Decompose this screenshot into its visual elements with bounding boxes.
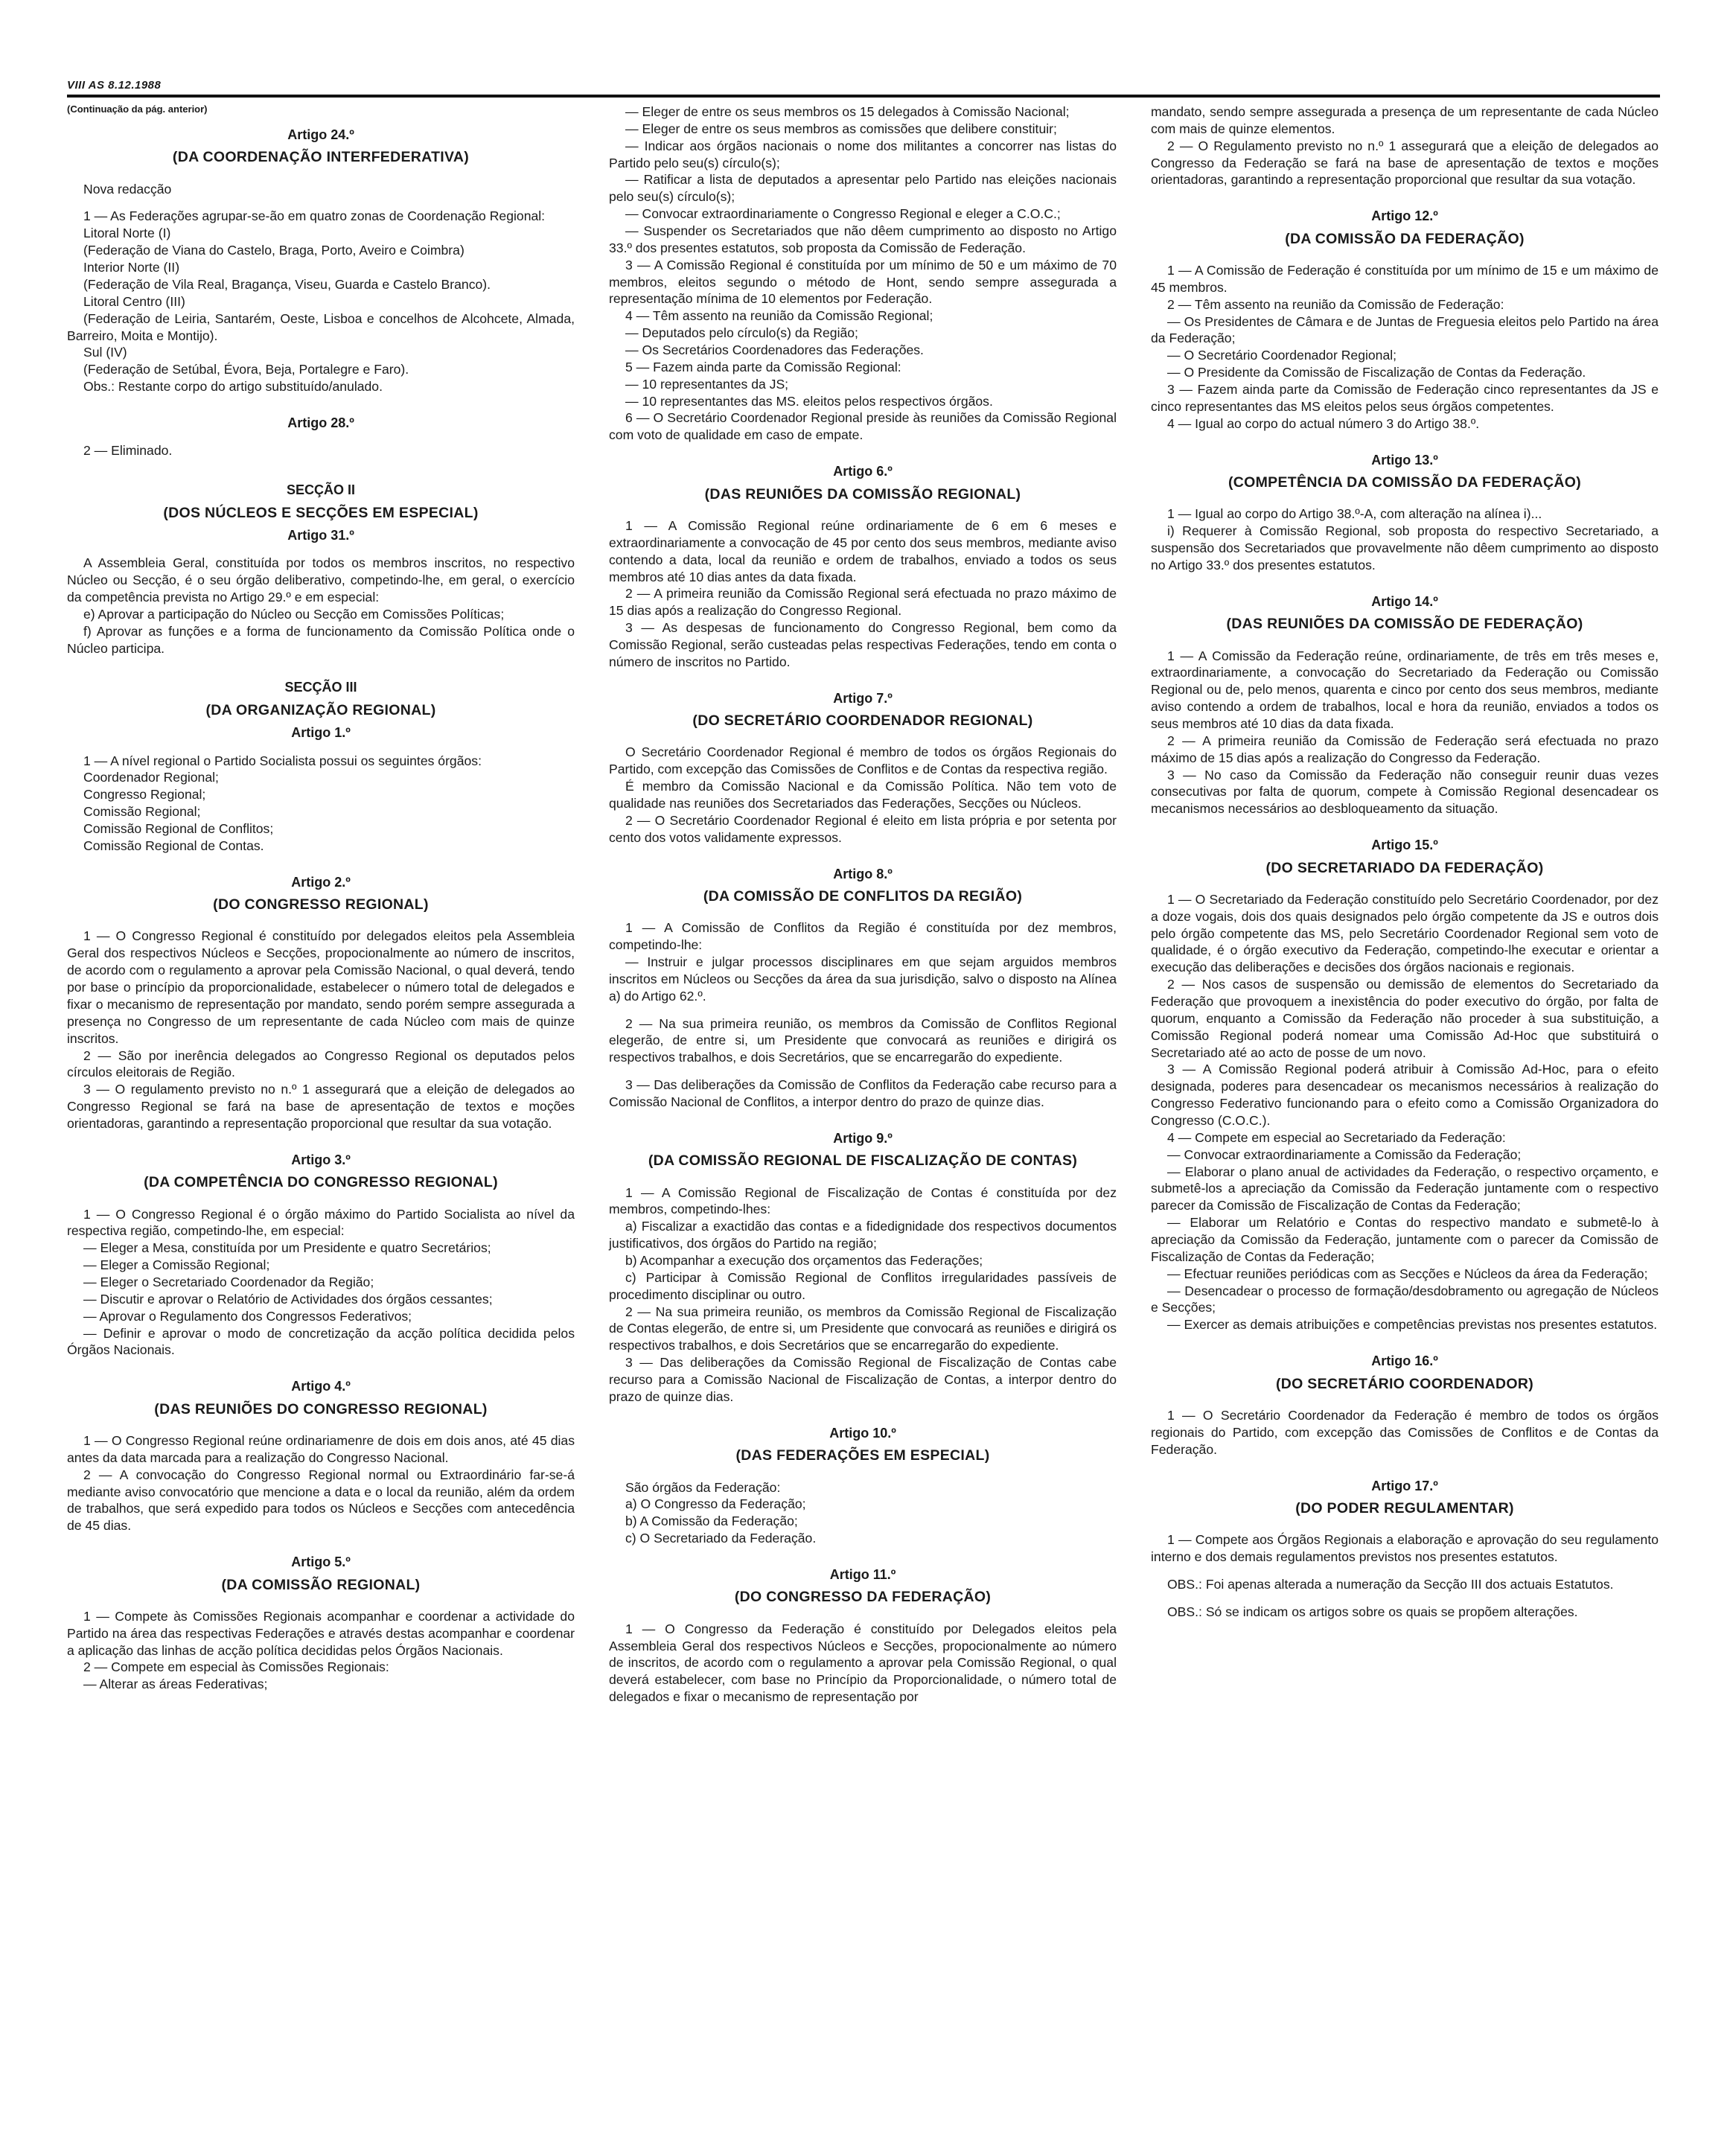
article-label: Artigo 6.º [833,464,893,479]
paragraph: 1 — Compete aos Órgãos Regionais a elaboração e aprovação do seu regulamento interno e dos demais regulamentos previstos nos presentes estatutos. [1151,1532,1659,1565]
text-columns [67,103,1660,1706]
paragraph: — Eleger o Secretariado Coordenador da Região; [83,1274,374,1289]
paragraph: — Ratificar a lista de deputados a apresentar pelo Partido nas eleições nacionais pelo seu(s) círculo(s); [609,172,1117,205]
paragraph: 2 — A convocação do Congresso Regional normal ou Extraordinário far-se-á mediante aviso convocatório que mencione a data e o local da reunião, além da ordem de trabalhos, que será expedido para todos os Núcleos e Secções com antecedência de 45 dias. [67,1467,575,1534]
paragraph: mandato, sendo sempre assegurada a presença de um representante de cada Núcleo com mais de quinze elementos. [1151,104,1659,136]
paragraph: 4 — Compete em especial ao Secretariado da Federação: [1167,1129,1506,1145]
paragraph: 4 — Igual ao corpo do actual número 3 do Artigo 38.º. [1167,415,1480,431]
paragraph: 1 — O Congresso Regional reúne ordinariamenre de dois em dois anos, até 45 dias antes da data marcada para a realização do Congresso Nacional. [67,1433,575,1465]
article-title: (DO CONGRESSO REGIONAL) [213,896,429,913]
paragraph: 3 — Fazem ainda parte da Comissão de Federação cinco representantes da JS e cinco representantes das MS eleitos pelos seus órgãos competentes. [1151,382,1659,414]
article-title: (DA COMISSÃO DA FEDERAÇÃO) [1285,230,1525,247]
paragraph: — 10 representantes da JS; [625,376,789,392]
paragraph: — Aprovar o Regulamento dos Congressos Federativos; [83,1308,412,1324]
section-title: (DOS NÚCLEOS E SECÇÕES EM ESPECIAL) [163,504,479,521]
paragraph: — Elaborar o plano anual de actividades da Federação, o respectivo orçamento, e submetê-los a apreciação da Comissão da Federação juntamente com o respectivo parecer da Comissão de Fiscalização de Contas da Federação; [1151,1164,1659,1213]
paragraph: (Federação de Vila Real, Bragança, Viseu, Guarda e Castelo Branco). [83,276,491,292]
paragraph: Comissão Regional de Contas. [83,838,264,853]
paragraph: 2 — A primeira reunião da Comissão Regional será efectuada no prazo máximo de 15 dias após a realização do Congresso Regional. [609,586,1117,619]
paragraph: (Federação de Setúbal, Évora, Beja, Portalegre e Faro). [83,362,409,377]
paragraph: (Federação de Viana do Castelo, Braga, Porto, Aveiro e Coimbra) [83,243,465,258]
paragraph: f) Aprovar as funções e a forma de funcionamento da Comissão Política onde o Núcleo participa. [67,623,575,656]
paragraph: (Federação de Leiria, Santarém, Oeste, Lisboa e concelhos de Alcohcete, Almada, Barreiro, Moita e Montijo). [67,310,575,343]
article-label: Artigo 13.º [1371,452,1438,468]
paragraph: O Secretário Coordenador Regional é membro de todos os órgãos Regionais do Partido, com excepção das Comissões de Conflitos e de Contas da respectiva região. [609,744,1117,777]
paragraph: — Convocar extraordinariamente o Congresso Regional e eleger a C.O.C.; [625,206,1061,222]
paragraph: Coordenador Regional; [83,770,219,785]
paragraph: 1 — Igual ao corpo do Artigo 38.º-A, com alteração na alínea i)... [1167,506,1542,522]
paragraph: b) A Comissão da Federação; [625,1514,798,1529]
paragraph: — Eleger a Mesa, constituída por um Presidente e quatro Secretários; [83,1240,491,1256]
paragraph: 1 — A Comissão de Conflitos da Região é constituída por dez membros, competindo-lhe: [609,920,1117,953]
paragraph: — Suspender os Secretariados que não dêem cumprimento ao disposto no Artigo 33.º dos presentes estatutos, sob proposta da Comissão de Federação. [609,223,1117,255]
page-header [67,71,1660,98]
paragraph: 3 — O regulamento previsto no n.º 1 assegurará que a eleição de delegados ao Congresso Regional se fará na base de apresentação de textos e moções orientadoras, garantindo a representação proporcional que resultar da sua votação. [67,1082,575,1131]
paragraph: — Eleger a Comissão Regional; [83,1257,270,1273]
paragraph: Sul (IV) [83,345,127,360]
paragraph: — Os Presidentes de Câmara e de Juntas de Freguesia eleitos pelo Partido na área da Federação; [1151,313,1659,346]
section-label: SECÇÃO II [286,482,355,498]
article-label: Artigo 28.º [287,415,354,430]
paragraph: Obs.: Restante corpo do artigo substituído/anulado. [83,379,383,395]
continuation-note: (Continuação da pág. anterior) [67,103,208,115]
paragraph: 3 — Das deliberações da Comissão de Conflitos da Federação cabe recurso para a Comissão Nacional de Conflitos, a interpor dentro do prazo de quinze dias. [609,1077,1117,1110]
article-title: (DAS FEDERAÇÕES EM ESPECIAL) [735,1447,990,1464]
article-title: (DA COMISSÃO REGIONAL DE FISCALIZAÇÃO DE CONTAS) [648,1152,1078,1170]
paragraph: É membro da Comissão Nacional e da Comissão Política. Não tem voto de qualidade nas reuniões dos Secretariados das Federações, Secções ou Núcleos. [609,779,1117,811]
paragraph: 2 — Na sua primeira reunião, os membros da Comissão Regional de Fiscalização de Contas elegerão, de entre si, um Presidente que convocará as reuniões e dirigirá os respectivos trabalhos, e dois Secretários que se encarregarão do expediente. [609,1304,1117,1353]
article-title: (DO CONGRESSO DA FEDERAÇÃO) [734,1589,992,1606]
paragraph: 2 — Compete em especial às Comissões Regionais: [83,1659,389,1675]
paragraph: — Exercer as demais atribuições e competências previstas nos presentes estatutos. [1167,1317,1658,1333]
article-title: (DA COORDENAÇÃO INTERFEDERATIVA) [172,149,470,166]
column-1 [67,103,575,1706]
article-label: Artigo 4.º [291,1379,351,1394]
paragraph: 3 — A Comissão Regional poderá atribuir à Comissão Ad-Hoc, para o efeito designada, poderes para desencadear os mecanismos necessários à realização do Congresso Federativo funcionando para o efeito como a Comissão Organizadora do Congresso (C.O.C.). [1151,1062,1659,1129]
section-title: (DA ORGANIZAÇÃO REGIONAL) [205,701,436,718]
article-title: (DAS REUNIÕES DA COMISSÃO DE FEDERAÇÃO) [1226,616,1583,633]
paragraph: 1 — O Congresso Regional é o órgão máximo do Partido Socialista ao nível da respectiva região, competindo-lhe, em especial: [67,1206,575,1239]
paragraph: a) Fiscalizar a exactidão das contas e a fidedignidade dos respectivos documentos justificativos, dos órgãos do Partido na região; [609,1219,1117,1251]
article-title: (DO PODER REGULAMENTAR) [1295,1499,1514,1516]
paragraph: 3 — Das deliberações da Comissão Regional de Fiscalização de Contas cabe recurso para a Comissão Nacional de Fiscalização de Contas, a interpor dentro do prazo de quinze dias. [609,1355,1117,1404]
paragraph: — Alterar as áreas Federativas; [83,1677,268,1692]
paragraph: — Instruir e julgar processos disciplinares em que sejam arguidos membros inscritos em Núcleos ou Secções da área da sua jurisdição, salvo o disposto na Alínea a) do Artigo 62.º. [609,954,1117,1004]
article-label: Artigo 16.º [1371,1353,1438,1369]
article-label: Artigo 11.º [829,1566,896,1582]
column-2 [609,103,1117,1706]
paragraph: 2 — Na sua primeira reunião, os membros da Comissão de Conflitos Regional elegerão, de entre si, um Presidente que convocará as reuniões e dirigirá os respectivos trabalhos, e dois Secretários, que se encarregarão do expediente. [609,1015,1117,1065]
paragraph: Comissão Regional; [83,804,201,820]
paragraph: 3 — No caso da Comissão da Federação não conseguir reunir duas vezes consecutivas por falta de quorum, compete à Comissão Regional desencadear os mecanismos necessários ao desbloqueamento da situação. [1151,767,1659,817]
article-label: Artigo 2.º [291,874,351,890]
paragraph: 1 — O Congresso Regional é constituído por delegados eleitos pela Assembleia Geral dos respectivos Núcleos e Secções, propocionalmente ao número de inscritos, de acordo com o regulamento a aprovar pela Comissão Nacional, o qual deverá, tendo por base o princípio da proporcionalidade, estabelecer o número total de delegados e fixar o mecanismo de representação por mandato, sendo porém sempre assegurada a presença no Congresso de um representante de cada Núcleo com mais de quinze inscritos. [67,928,575,1046]
article-label: Artigo 3.º [291,1152,351,1167]
article-title: (DO SECRETARIADO DA FEDERAÇÃO) [1265,859,1544,876]
paragraph: Nova redacção [83,181,172,197]
paragraph: 1 — A Comissão de Federação é constituída por um mínimo de 15 e um máximo de 45 membros. [1151,263,1659,295]
paragraph: 2 — São por inerência delegados ao Congresso Regional os deputados pelos círculos eleitorais de Região. [67,1047,575,1080]
article-label: Artigo 31.º [287,527,354,543]
paragraph: Interior Norte (II) [83,260,180,275]
paragraph: c) Participar à Comissão Regional de Conflitos irregularidades passíveis de procedimento disciplinar ou outro. [609,1269,1117,1302]
paragraph: 5 — Fazem ainda parte da Comissão Regional: [625,359,901,374]
article-label: Artigo 1.º [291,725,351,741]
article-label: Artigo 9.º [833,1130,893,1146]
article-title: (DO SECRETÁRIO COORDENADOR) [1275,1375,1534,1392]
article-title: (DO SECRETÁRIO COORDENADOR REGIONAL) [692,712,1033,730]
article-label: Artigo 5.º [291,1554,351,1570]
page-folio: VIII AS 8.12.1988 [67,79,162,92]
paragraph: 2 — Têm assento na reunião da Comissão de Federação: [1167,296,1504,312]
paragraph: 1 — As Federações agrupar-se-ão em quatro zonas de Coordenação Regional: [83,208,546,224]
paragraph: 2 — Nos casos de suspensão ou demissão de elementos do Secretariado da Federação que provoquem a inexistência do poder executivo do órgão, por falta de quorum, enquanto a Comissão da Federação não proceder à sua substituição, a Comissão Regional poderá nomear uma Comissão Ad-Hoc que substituirá o Secretariado até ao acto de posse de um novo. [1151,977,1659,1060]
article-title: (DAS REUNIÕES DO CONGRESSO REGIONAL) [154,1400,488,1417]
article-label: Artigo 24.º [287,127,354,142]
article-label: Artigo 7.º [833,690,893,706]
paragraph: Congresso Regional; [83,787,206,803]
paragraph: 2 — Eliminado. [83,443,173,459]
paragraph: 1 — O Secretário Coordenador da Federação é membro de todos os órgãos regionais do Partido, com excepção das Comissões de Conflitos e de Contas da Federação. [1151,1407,1659,1457]
article-label: Artigo 10.º [829,1425,896,1441]
paragraph: A Assembleia Geral, constituída por todos os membros inscritos, no respectivo Núcleo ou Secção, é o seu órgão deliberativo, competindo-lhe, em geral, o exercício da competência prevista no Artigo 29.º e em especial: [67,555,575,605]
paragraph: — Desencadear o processo de formação/desdobramento ou agregação de Núcleos e Secções; [1151,1283,1659,1315]
article-title: (DA COMISSÃO REGIONAL) [221,1576,421,1593]
paragraph: — O Presidente da Comissão de Fiscalização de Contas da Federação. [1167,365,1586,380]
article-title: (DAS REUNIÕES DA COMISSÃO REGIONAL) [704,485,1021,503]
paragraph: 1 — A Comissão Regional de Fiscalização de Contas é constituída por dez membros, competindo-lhes: [609,1184,1117,1217]
paragraph: 1 — A Comissão da Federação reúne, ordinariamente, de três em três meses e, extraordinariamente, a convocação do Secretariado da Federação ou Comissão Regional ou de, pelo menos, quarenta e cinco por cento dos seus membros, mediante aviso contendo a ordem de trabalhos, local e hora da reunião, enviados a todos os seus membros até 10 dias da data fixada. [1151,648,1659,731]
article-title: (DA COMPETÊNCIA DO CONGRESSO REGIONAL) [144,1174,498,1191]
paragraph: 1 — Compete às Comissões Regionais acompanhar e coordenar a actividade do Partido na área das respectivas Federações e através destas acompanhar e coordenar a aplicação das linhas de acção política decididas pelos Órgãos Nacionais. [67,1608,575,1658]
article-label: Artigo 12.º [1371,208,1438,224]
article-label: Artigo 14.º [1371,593,1438,609]
paragraph: 2 — O Secretário Coordenador Regional é eleito em lista própria e por setenta por cento dos votos validamente expressos. [609,812,1117,845]
paragraph: — Discutir e aprovar o Relatório de Actividades dos órgãos cessantes; [83,1291,493,1307]
paragraph: — Os Secretários Coordenadores das Federações. [625,342,924,358]
paragraph: 1 — A Comissão Regional reúne ordinariamente de 6 em 6 meses e extraordinariamente a convocação de 45 por cento dos seus membros, mediante aviso contendo a data, local da reunião e ordem de trabalhos, enviado a todos os seus membros até 10 dias antes da data fixada. [609,517,1117,584]
paragraph: OBS.: Foi apenas alterada a numeração da Secção III dos actuais Estatutos. [1167,1576,1614,1592]
article-label: Artigo 8.º [833,866,893,881]
paragraph: — Convocar extraordinariamente a Comissão da Federação; [1167,1146,1522,1162]
paragraph: e) Aprovar a participação do Núcleo ou Secção em Comissões Políticas; [83,606,505,622]
paragraph: — 10 representantes das MS. eleitos pelos respectivos órgãos. [625,393,993,409]
paragraph: — Deputados pelo círculo(s) da Região; [625,325,858,341]
paragraph: — Eleger de entre os seus membros os 15 delegados à Comissão Nacional; [625,104,1070,119]
paragraph: 6 — O Secretário Coordenador Regional preside às reuniões da Comissão Regional com voto de qualidade em caso de empate. [609,410,1117,443]
paragraph: 2 — A primeira reunião da Comissão de Federação será efectuada no prazo máximo de 15 dias após a realização do Congresso da Federação. [1151,733,1659,765]
paragraph: i) Requerer à Comissão Regional, sob proposta do respectivo Secretariado, a suspensão dos Secretariados que provavelmente não dêem cumprimento ao disposto no Artigo 33.º dos presentes estatutos. [1151,523,1659,573]
paragraph: — O Secretário Coordenador Regional; [1167,348,1397,363]
paragraph: Litoral Centro (III) [83,293,185,309]
paragraph: São órgãos da Federação: [625,1479,781,1495]
paragraph: — Eleger de entre os seus membros as comissões que delibere constituir; [625,121,1057,136]
paragraph: Litoral Norte (I) [83,226,171,241]
paragraph: — Efectuar reuniões periódicas com as Secções e Núcleos da área da Federação; [1167,1266,1648,1281]
paragraph: OBS.: Só se indicam os artigos sobre os quais se propõem alterações. [1167,1604,1578,1619]
paragraph: 3 — A Comissão Regional é constituída por um mínimo de 50 e um máximo de 70 membros, eleitos segundo o método de Hont, sendo sempre assegurada a representação mínima de 10 elementos por Federação. [609,257,1117,307]
paragraph: 1 — O Secretariado da Federação constituído pelo Secretário Coordenador, por dez a doze vogais, dois dos quais designados pelo órgão competente da JS e outros dois pelo órgão competente das MS, pelo Secretário Coordenador Regional sem voto de qualidade, é o órgão executivo da Federação, competindo-lhe executar e orientar a execução das deliberações e decisões dos órgãos nacionais e regionais. [1151,891,1659,975]
paragraph: — Definir e aprovar o modo de concretização da acção política decidida pelos Órgãos Nacionais. [67,1325,575,1358]
article-title: (COMPETÊNCIA DA COMISSÃO DA FEDERAÇÃO) [1228,474,1581,491]
paragraph: c) O Secretariado da Federação. [625,1531,817,1546]
paragraph: — Elaborar um Relatório e Contas do respectivo mandato e submetê-lo à apreciação da Comissão da Federação, juntamente com o parecer da Comissão de Fiscalização de Contas da Federação; [1151,1215,1659,1264]
column-3 [1151,103,1659,1706]
paragraph: 3 — As despesas de funcionamento do Congresso Regional, bem como da Comissão Regional, serão custeadas pelas respectivas Federações, tendo em conta o número de inscritos no Partido. [609,620,1117,669]
paragraph: Comissão Regional de Conflitos; [83,821,274,837]
paragraph: 1 — O Congresso da Federação é constituído por Delegados eleitos pela Assembleia Geral dos respectivos Núcleos e Secções, propocionalmente ao número de inscritos, de acordo com o regulamento a aprovar pela Comissão Regional, o qual deverá estabelecer, com base no Princípio da Proporcionalidade, o número total de delegados e fixar o mecanismo de representação por [609,1621,1117,1705]
paragraph: 1 — A nível regional o Partido Socialista possui os seguintes órgãos: [83,753,482,768]
section-label: SECÇÃO III [284,680,357,695]
paragraph: a) O Congresso da Federação; [625,1496,806,1512]
paragraph: 2 — O Regulamento previsto no n.º 1 assegurará que a eleição de delegados ao Congresso da Federação se fará na base de apresentação de textos e moções orientadoras, garantindo a representação proporcional que resultar da sua votação. [1151,138,1659,188]
article-label: Artigo 15.º [1371,838,1438,853]
paragraph: — Indicar aos órgãos nacionais o nome dos militantes a concorrer nas listas do Partido pelo seu(s) círculo(s); [609,138,1117,170]
paragraph: 4 — Têm assento na reunião da Comissão Regional; [625,308,933,324]
article-title: (DA COMISSÃO DE CONFLITOS DA REGIÃO) [703,887,1023,905]
paragraph: b) Acompanhar a execução dos orçamentos das Federações; [625,1253,983,1269]
article-label: Artigo 17.º [1371,1478,1438,1493]
